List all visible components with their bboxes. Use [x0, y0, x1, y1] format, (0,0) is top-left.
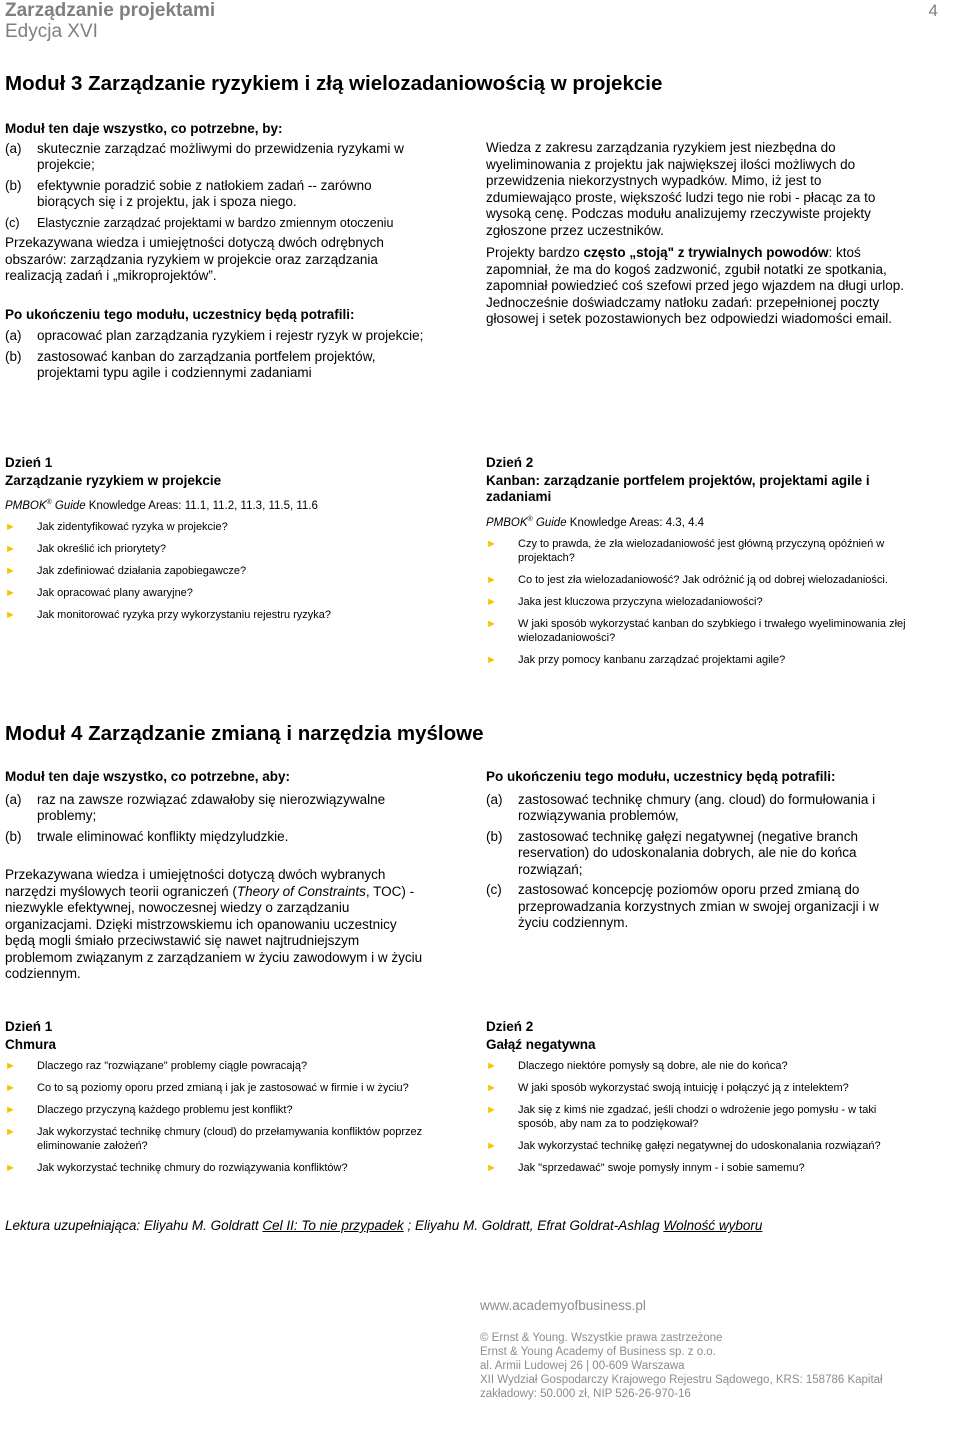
bullet-arrow-icon: ► — [5, 609, 16, 622]
website-url[interactable]: www.academyofbusiness.pl — [480, 1298, 646, 1313]
module3-title: Moduł 3 Zarządzanie ryzykiem i złą wielozadaniowością w projekcie — [5, 72, 663, 95]
list-item: ► Jak przy pomocy kanbanu zarządzać projektami agile? — [486, 653, 786, 666]
module4-knowledge: Przekazywana wiedza i umiejętności dotyczą dwóch wybranych narzędzi myślowych teorii ograniczeń (Theory of Constraints, TOC) - niezwykle efektywnej, nowoczesnej wiedzy o zarządzaniu organizacjami. Dzięki mistrzowskiemu ich opanowaniu uczestnicy będą mogli śmiało przeciwstawić się nawet najtrudniejszym problemom związanym z zarządzaniem w życiu zawodowym i w życiu codziennym. — [5, 867, 423, 981]
module4-right-column — [486, 769, 906, 936]
bullet-arrow-icon: ► — [486, 1082, 497, 1094]
module4-title: Moduł 4 Zarządzanie zmianą i narzędzia myślowe — [5, 722, 484, 745]
list-item: ► Jak zidentyfikować ryzyka w projekcie? — [5, 521, 228, 534]
bullet-arrow-icon: ► — [5, 1162, 16, 1174]
module4-gives-heading: Moduł ten daje wszystko, co potrzebne, aby: — [5, 769, 291, 784]
list-item: ► Dlaczego niektóre pomysły są dobre, ale nie do końca? — [486, 1060, 788, 1072]
list-item: (a) raz na zawsze rozwiązać zdawałoby się nierozwiązywalne problemy; — [5, 791, 386, 823]
module3-risk-paragraph: Wiedza z zakresu zarządzania ryzykiem jest niezbędna do wyeliminowania z projektu jak największej ilości możliwych do przewidzenia niekorzystnych wypadków. Mimo, iż jest to zdumiewająco proste, większość ludzi tego nie robi - płacąc za to wysoką cenę. Podczas modułu analizujemy rzeczywiste projekty zgłoszone przez uczestników. — [486, 140, 876, 238]
list-item: ► Jak wykorzystać technikę chmury (cloud) do przełamywania konfliktów poprzez eliminowanie założeń? — [5, 1126, 423, 1152]
module4-day2-list — [486, 1059, 906, 1175]
edition-label: Edycja XVI — [5, 21, 98, 42]
bullet-arrow-icon: ► — [5, 1082, 16, 1094]
module3-gives-list — [5, 141, 425, 232]
supplementary-reading: Lektura uzupełniająca: Eliyahu M. Goldratt Cel II: To nie przypadek ; Eliyahu M. Goldratt, Efrat Goldrat-Ashlag Wolność wyboru — [5, 1218, 763, 1233]
list-item: ► Jaka jest kluczowa przyczyna wielozadaniowości? — [486, 595, 763, 608]
book-link[interactable]: Cel II: To nie przypadek — [262, 1218, 404, 1233]
module4-gives-list — [5, 792, 425, 846]
bullet-arrow-icon: ► — [486, 653, 497, 666]
list-item: (b) zastosować technikę gałęzi negatywnej (negative branch reservation) do udoskonalania dobrych, ale nie do końca rozwiązań; — [486, 828, 858, 877]
bullet-arrow-icon: ► — [486, 1140, 497, 1152]
list-item: (b) efektywnie poradzić sobie z natłokiem zadań -- zarówno biorących się i z projektu, jak i spoza niego. — [5, 177, 372, 209]
bullet-arrow-icon: ► — [486, 617, 497, 630]
list-item: ► Co to są poziomy oporu przed zmianą i jak je zastosować w firmie i w życiu? — [5, 1082, 409, 1094]
day-subtitle: Zarządzanie ryzykiem w projekcie — [5, 472, 222, 488]
bullet-arrow-icon: ► — [5, 565, 16, 578]
day-subtitle: Chmura — [5, 1036, 57, 1052]
day-subtitle: Kanban: zarządzanie portfelem projektów, projektami agile i zadaniami — [486, 472, 870, 504]
footer-registry: XII Wydział Gospodarczy Krajowego Rejestru Sądowego, KRS: 158786 Kapitał — [480, 1374, 883, 1386]
module3-right-column — [486, 140, 906, 334]
day-subtitle: Gałąź negatywna — [486, 1036, 596, 1052]
pmbok-areas: PMBOK® Guide Knowledge Areas: 11.1, 11.2, 11.3, 11.5, 11.6 — [5, 499, 318, 512]
module3-knowledge: Przekazywana wiedza i umiejętności dotyczą dwóch odrębnych obszarów: zarządzania ryzykiem w projekcie oraz zarządzania realizacją zadań i „mikroprojektów”. — [5, 235, 384, 283]
list-item: ► Jak monitorować ryzyka przy wykorzystaniu rejestru ryzyka? — [5, 609, 332, 622]
list-item: ► W jaki sposób wykorzystać swoją intuicję i połączyć ją z intelektem? — [486, 1082, 849, 1094]
list-item: (a) skutecznie zarządzać możliwymi do przewidzenia ryzykami w projekcie; — [5, 140, 404, 172]
module4-day1-list — [5, 1059, 425, 1175]
day-label: Dzień 2 — [486, 455, 534, 470]
list-item: (a) opracować plan zarządzania ryzykiem i rejestr ryzyk w projekcie; — [5, 328, 424, 343]
list-item: ► Jak zdefiniować działania zapobiegawcze? — [5, 565, 247, 578]
list-item: ► W jaki sposób wykorzystać kanban do szybkiego i trwałego wyeliminowania złej wielozadaniowości? — [486, 617, 906, 644]
bullet-arrow-icon: ► — [5, 1126, 16, 1138]
bullet-arrow-icon: ► — [486, 595, 497, 608]
list-item: (c) Elastycznie zarządzać projektami w bardzo zmiennym otoczeniu — [5, 215, 394, 230]
list-item: ► Dlaczego przyczyną każdego problemu jest konflikt? — [5, 1104, 293, 1116]
list-item: (b) trwale eliminować konflikty międzyludzkie. — [5, 828, 289, 844]
footer-address: al. Armii Ludowej 26 | 00-609 Warszawa — [480, 1360, 685, 1372]
bullet-arrow-icon: ► — [486, 573, 497, 586]
bullet-arrow-icon: ► — [486, 537, 497, 550]
bullet-arrow-icon: ► — [486, 1104, 497, 1116]
module3-day1-list — [5, 520, 425, 622]
module4-after-heading: Po ukończeniu tego modułu, uczestnicy będą potrafili: — [486, 769, 836, 784]
footer-copyright: © Ernst & Young. Wszystkie prawa zastrzeżone — [480, 1332, 723, 1344]
bullet-arrow-icon: ► — [5, 1060, 16, 1072]
list-item: (c) zastosować koncepcję poziomów oporu przed zmianą do przeprowadzania korzystnych zmian w swojej organizacji i w życiu codziennym. — [486, 882, 879, 930]
day-label: Dzień 1 — [5, 455, 53, 470]
list-item: (b) zastosować kanban do zarządzania portfelem projektów, projektami typu agile i codziennymi zadaniami — [5, 348, 376, 380]
bullet-arrow-icon: ► — [5, 521, 16, 534]
module4-after-list — [486, 792, 906, 932]
footer-company: Ernst & Young Academy of Business sp. z o.o. — [480, 1346, 716, 1358]
bullet-arrow-icon: ► — [5, 587, 16, 600]
module3-after-heading: Po ukończeniu tego modułu, uczestnicy będą potrafili: — [5, 306, 355, 322]
module4-day1 — [5, 1019, 425, 1183]
module3-tasks-paragraph: Projekty bardzo często „stoją" z trywialnych powodów: ktoś zapomniał, że ma do kogoś zadzwonić, zgubił notatki ze spotkania, zapomniał powiedzieć coś szefowi przed jego wjazdem na długi urlop. Jednocześnie doświadczamy natłoku zadań: przepełnionej poczty głosowej i setek pozostawionych bez odpowiedzi wiadomości email. — [486, 245, 904, 326]
module3-left-column — [5, 121, 425, 386]
module3-gives-heading: Moduł ten daje wszystko, co potrzebne, by: — [5, 121, 283, 136]
module3-day2 — [486, 455, 906, 675]
day-label: Dzień 2 — [486, 1019, 534, 1034]
module4-left-column — [5, 769, 425, 989]
list-item: ► Jak się z kimś nie zgadzać, jeśli chodzi o wdrożenie jego pomysłu - w taki sposób, aby nam za to podziękował? — [486, 1104, 877, 1130]
list-item: ► Jak wykorzystać technikę gałęzi negatywnej do udoskonalania rozwiązań? — [486, 1140, 881, 1152]
bullet-arrow-icon: ► — [486, 1060, 497, 1072]
book-link[interactable]: Wolność wyboru — [663, 1218, 763, 1233]
bullet-arrow-icon: ► — [5, 543, 16, 556]
list-item: ► Jak określić ich priorytety? — [5, 543, 166, 556]
page-number: 4 — [928, 1, 938, 20]
list-item: ► Jak wykorzystać technikę chmury do rozwiązywania konfliktów? — [5, 1162, 348, 1174]
document-title: Zarządzanie projektami — [5, 0, 216, 21]
day-label: Dzień 1 — [5, 1019, 53, 1034]
list-item: ► Dlaczego raz "rozwiązane" problemy ciągle powracają? — [5, 1060, 308, 1072]
list-item: ► Jak "sprzedawać" swoje pomysły innym - i sobie samemu? — [486, 1162, 805, 1174]
bullet-arrow-icon: ► — [486, 1162, 497, 1174]
module3-after-list — [5, 328, 425, 382]
module3-day1 — [5, 455, 425, 630]
footer-capital: zakładowy: 50.000 zł, NIP 526-26-970-16 — [480, 1388, 691, 1400]
list-item: ► Co to jest zła wielozadaniowość? Jak odróżnić ją od dobrej wielozadaniości. — [486, 573, 888, 586]
module4-day2 — [486, 1019, 906, 1183]
bullet-arrow-icon: ► — [5, 1104, 16, 1116]
list-item: ► Jak opracować plany awaryjne? — [5, 587, 193, 600]
module3-day2-list — [486, 537, 906, 667]
list-item: ► Czy to prawda, że zła wielozadaniowość jest główną przyczyną opóźnień w projektach? — [486, 537, 885, 564]
list-item: (a) zastosować technikę chmury (ang. cloud) do formułowania i rozwiązywania problemów, — [486, 791, 876, 823]
pmbok-areas: PMBOK® Guide Knowledge Areas: 4.3, 4.4 — [486, 515, 705, 529]
